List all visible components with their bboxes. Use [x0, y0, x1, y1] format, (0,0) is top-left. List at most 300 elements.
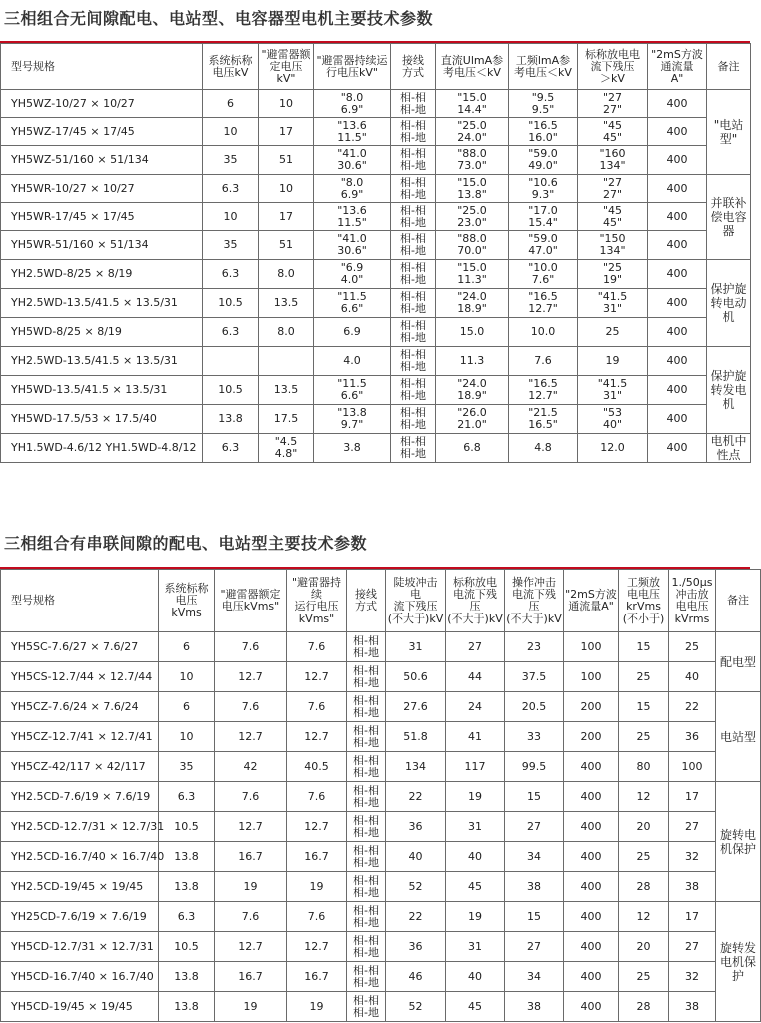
remark-cell-line: 转发电	[710, 383, 747, 397]
impulse-sparkover-cell: 32	[669, 842, 716, 872]
connection-cell-line: 相-相	[353, 693, 379, 707]
connection-cell-line: 相-相	[353, 813, 379, 827]
system-voltage-cell: 6.3	[159, 782, 215, 812]
system-voltage-cell: 13.8	[159, 872, 215, 902]
pf-sparkover-cell: 12	[619, 782, 669, 812]
system-voltage-cell: 35	[159, 752, 215, 782]
residual-voltage-cell	[578, 146, 648, 175]
nominal-residual-cell: 31	[446, 932, 505, 962]
connection-cell-line: 相-地	[353, 795, 379, 809]
t2-header-nominal-residual-line: (不大于)kV	[447, 611, 503, 625]
remark-cell-line: 转电动	[710, 296, 747, 310]
pf-ref-voltage-cell-line: "59.0	[528, 147, 558, 160]
rated-voltage-cell: 19	[215, 992, 287, 1022]
steep-residual-cell: 22	[386, 782, 446, 812]
mcov-cell	[314, 434, 391, 463]
rated-voltage-cell: 17.5	[259, 405, 314, 434]
table-row	[1, 992, 761, 1022]
switching-residual-cell: 99.5	[505, 752, 564, 782]
system-voltage-cell: 35	[203, 146, 259, 175]
t2-header-system-voltage-line: 系统标称	[164, 581, 209, 595]
residual-voltage-cell	[578, 260, 648, 289]
rated-voltage-cell: 8.0	[259, 260, 314, 289]
nominal-residual-cell: 45	[446, 872, 505, 902]
t2-header-switching-residual-line: 操作冲击	[512, 575, 556, 589]
dc-ref-voltage-cell-line: "25.0	[457, 203, 487, 217]
connection-cell-line: 相-地	[400, 159, 426, 172]
model-cell: YH5WD-17.5/53 × 17.5/40	[1, 405, 203, 434]
model-cell: YH5CZ-7.6/24 × 7.6/24	[1, 692, 159, 722]
connection-cell	[391, 347, 436, 376]
t2-header-pf-sparkover-line: (不小于)	[622, 611, 665, 625]
system-voltage-cell: 6.3	[203, 318, 259, 347]
t1-header-mcov-line: "避雷器持续运	[316, 53, 388, 67]
connection-cell	[391, 203, 436, 231]
square-wave-cell: 200	[564, 722, 619, 752]
table-row	[1, 175, 751, 203]
square-wave-cell: 400	[648, 376, 707, 405]
mcov-cell	[314, 260, 391, 289]
table1-header-row	[1, 44, 751, 90]
switching-residual-cell: 38	[505, 992, 564, 1022]
impulse-sparkover-cell: 17	[669, 902, 716, 932]
model-cell: YH2.5WD-13.5/41.5 × 13.5/31	[1, 347, 203, 376]
model-cell: YH5WZ-10/27 × 10/27	[1, 90, 203, 118]
table-row	[1, 752, 761, 782]
switching-residual-cell: 20.5	[505, 692, 564, 722]
connection-cell	[347, 662, 386, 692]
t2-header-nominal-residual-line: 压	[469, 599, 481, 613]
dc-ref-voltage-cell	[436, 146, 509, 175]
square-wave-cell: 200	[564, 692, 619, 722]
pf-ref-voltage-cell	[509, 175, 578, 203]
impulse-sparkover-cell: 40	[669, 662, 716, 692]
mcov-cell-line: 11.5"	[337, 130, 367, 144]
t2-header-system-voltage	[159, 570, 215, 632]
connection-cell	[391, 405, 436, 434]
impulse-sparkover-cell: 36	[669, 722, 716, 752]
mcov-cell	[314, 146, 391, 175]
connection-cell	[347, 842, 386, 872]
table-row	[1, 90, 751, 118]
mcov-cell-line: "8.0	[340, 90, 364, 104]
dc-ref-voltage-cell	[436, 90, 509, 118]
connection-cell-line: 相-地	[400, 418, 426, 431]
steep-residual-cell: 22	[386, 902, 446, 932]
t2-header-remarks	[716, 570, 761, 632]
pf-ref-voltage-cell-line: 9.5"	[531, 102, 555, 116]
connection-cell-line: 相-相	[400, 118, 426, 132]
connection-cell	[391, 289, 436, 318]
remark-cell-line: 保护旋	[710, 282, 747, 296]
mcov-cell-line: "41.0	[337, 147, 367, 160]
connection-cell-line: 相-相	[353, 843, 379, 857]
dc-ref-voltage-cell	[436, 376, 509, 405]
table-row	[1, 632, 761, 662]
table-row	[1, 347, 751, 376]
table-row	[1, 318, 751, 347]
dc-ref-voltage-cell-line: 70.0"	[457, 244, 487, 257]
pf-sparkover-cell: 15	[619, 632, 669, 662]
table-row	[1, 434, 751, 463]
model-cell: YH2.5WD-8/25 × 8/19	[1, 260, 203, 289]
switching-residual-cell: 37.5	[505, 662, 564, 692]
t1-header-model	[1, 44, 203, 90]
table-row	[1, 662, 761, 692]
table-row	[1, 782, 761, 812]
t2-header-pf-sparkover-line: 电电压	[627, 587, 660, 601]
connection-cell	[347, 632, 386, 662]
model-cell: YH2.5CD-16.7/40 × 16.7/40	[1, 842, 159, 872]
residual-voltage-cell	[578, 289, 648, 318]
nominal-residual-cell: 117	[446, 752, 505, 782]
residual-voltage-cell-line: 45"	[602, 130, 623, 144]
square-wave-cell: 400	[648, 289, 707, 318]
mcov-cell-line: 4.0	[343, 354, 361, 367]
t1-header-dc-ref-voltage-line: 直流UlmA参	[440, 53, 504, 67]
residual-voltage-cell-line: 134"	[599, 159, 626, 172]
connection-cell-line: 相-相	[400, 435, 426, 448]
system-voltage-cell: 13.8	[203, 405, 259, 434]
residual-voltage-cell-line: 19	[605, 354, 620, 367]
square-wave-cell: 400	[564, 782, 619, 812]
residual-voltage-cell	[578, 118, 648, 146]
table-row	[1, 376, 751, 405]
pf-sparkover-cell: 20	[619, 812, 669, 842]
connection-cell-line: 相-地	[353, 765, 379, 779]
square-wave-cell: 400	[648, 318, 707, 347]
mcov-cell-line: "13.8	[337, 406, 367, 419]
nominal-residual-cell: 31	[446, 812, 505, 842]
rated-voltage-cell: 7.6	[215, 632, 287, 662]
system-voltage-cell: 6.3	[159, 902, 215, 932]
table2-main-parameters-series-gap	[0, 569, 761, 1022]
t2-header-nominal-residual-line: 电流下残	[453, 587, 497, 601]
t2-header-steep-residual-line: (不大于)kV	[387, 611, 444, 625]
system-voltage-cell: 10	[159, 722, 215, 752]
rated-voltage-cell: 8.0	[259, 318, 314, 347]
mcov-cell: 19	[287, 872, 347, 902]
t2-header-mcov-line: kVms"	[298, 611, 335, 625]
pf-ref-voltage-cell	[509, 90, 578, 118]
t2-header-square-wave-line: 通流量A"	[568, 599, 614, 613]
system-voltage-cell: 10.5	[203, 376, 259, 405]
remark-cell	[716, 782, 761, 902]
connection-cell-line: 相-相	[400, 290, 426, 303]
connection-cell-line: 相-地	[353, 705, 379, 719]
model-cell: YH5WD-13.5/41.5 × 13.5/31	[1, 376, 203, 405]
table-row	[1, 146, 751, 175]
mcov-cell-line: 6.9	[343, 325, 361, 338]
dc-ref-voltage-cell	[436, 260, 509, 289]
t2-header-square-wave-line: "2mS方波	[565, 587, 617, 601]
pf-ref-voltage-cell-line: "17.0	[528, 203, 558, 217]
rated-voltage-cell	[259, 347, 314, 376]
switching-residual-cell: 27	[505, 812, 564, 842]
t1-header-pf-ref-voltage	[509, 44, 578, 90]
mcov-cell-line: "13.6	[337, 203, 367, 217]
residual-voltage-cell-line: 19"	[602, 273, 623, 286]
pf-ref-voltage-cell-line: 12.7"	[528, 389, 558, 402]
system-voltage-cell: 10	[203, 118, 259, 146]
rated-voltage-cell: 13.5	[259, 289, 314, 318]
pf-ref-voltage-cell	[509, 347, 578, 376]
connection-cell	[391, 175, 436, 203]
model-cell: YH5CZ-12.7/41 × 12.7/41	[1, 722, 159, 752]
mcov-cell-line: "11.5	[337, 377, 367, 390]
rated-voltage-cell: 10	[259, 175, 314, 203]
dc-ref-voltage-cell-line: 23.0"	[457, 215, 487, 229]
residual-voltage-cell	[578, 405, 648, 434]
nominal-residual-cell: 40	[446, 962, 505, 992]
connection-cell-line: 相-地	[353, 855, 379, 869]
switching-residual-cell: 33	[505, 722, 564, 752]
pf-ref-voltage-cell-line: 49.0"	[528, 159, 558, 172]
t2-header-switching-residual	[505, 570, 564, 632]
nominal-residual-cell: 41	[446, 722, 505, 752]
mcov-cell-line: 6.9"	[340, 102, 364, 116]
square-wave-cell: 400	[648, 146, 707, 175]
t2-header-switching-residual-line: 电流下残	[512, 587, 556, 601]
t2-header-mcov-line: "避雷器持	[291, 575, 342, 589]
connection-cell-line: 相-地	[353, 825, 379, 839]
model-cell: YH5CD-16.7/40 × 16.7/40	[1, 962, 159, 992]
t1-header-mcov-line: 行电压kV"	[326, 65, 378, 79]
connection-cell-line: 相-相	[353, 993, 379, 1007]
remark-cell-line: 电机保	[719, 954, 756, 969]
pf-ref-voltage-cell-line: 16.0"	[528, 130, 558, 144]
pf-ref-voltage-cell-line: 16.5"	[528, 418, 558, 431]
mcov-cell-line: 6.6"	[340, 302, 364, 315]
remark-cell-line: 电站型	[719, 729, 756, 744]
impulse-sparkover-cell: 27	[669, 812, 716, 842]
mcov-cell-line: 30.6"	[337, 159, 367, 172]
square-wave-cell: 400	[564, 902, 619, 932]
dc-ref-voltage-cell	[436, 318, 509, 347]
table2-title: 三相组合有串联间隙的配电、电站型主要技术参数	[4, 534, 368, 553]
residual-voltage-cell-line: "45	[602, 203, 623, 217]
rated-voltage-cell-line: "4.5	[274, 435, 298, 448]
dc-ref-voltage-cell-line: 18.9"	[457, 389, 487, 402]
system-voltage-cell: 10.5	[159, 932, 215, 962]
rated-voltage-cell: 42	[215, 752, 287, 782]
model-cell: YH5CD-12.7/31 × 12.7/31	[1, 932, 159, 962]
dc-ref-voltage-cell-line: 14.4"	[457, 102, 487, 116]
connection-cell-line: 相-地	[400, 187, 426, 201]
t1-header-residual-voltage	[578, 44, 648, 90]
t2-header-nominal-residual	[446, 570, 505, 632]
model-cell: YH1.5WD-4.6/12 YH1.5WD-4.8/12	[1, 434, 203, 463]
pf-sparkover-cell: 12	[619, 902, 669, 932]
model-cell: YH5WR-10/27 × 10/27	[1, 175, 203, 203]
t1-header-mcov	[314, 44, 391, 90]
rated-voltage-cell: 12.7	[215, 722, 287, 752]
system-voltage-cell: 35	[203, 231, 259, 260]
mcov-cell-line: "11.5	[337, 290, 367, 303]
system-voltage-cell: 6.3	[203, 175, 259, 203]
mcov-cell: 19	[287, 992, 347, 1022]
steep-residual-cell: 36	[386, 932, 446, 962]
connection-cell	[391, 90, 436, 118]
pf-ref-voltage-cell	[509, 231, 578, 260]
table2-header-row	[1, 570, 761, 632]
connection-cell-line: 相-地	[400, 273, 426, 286]
remark-cell-line: "电站型"	[713, 118, 744, 146]
rated-voltage-cell: 7.6	[215, 782, 287, 812]
remark-cell-line: 护	[731, 968, 744, 983]
t2-header-impulse-sparkover-line: 冲击放	[675, 587, 709, 601]
residual-voltage-cell	[578, 175, 648, 203]
t2-header-pf-sparkover	[619, 570, 669, 632]
mcov-cell: 16.7	[287, 962, 347, 992]
t2-header-system-voltage-line: kVms	[171, 605, 202, 619]
system-voltage-cell: 10.5	[203, 289, 259, 318]
mcov-cell-line: 6.6"	[340, 389, 364, 402]
mcov-cell	[314, 118, 391, 146]
t2-header-mcov-line: 续	[311, 587, 322, 601]
mcov-cell: 12.7	[287, 932, 347, 962]
mcov-cell: 7.6	[287, 692, 347, 722]
rated-voltage-cell: 12.7	[215, 932, 287, 962]
dc-ref-voltage-cell	[436, 118, 509, 146]
pf-ref-voltage-cell-line: "16.5	[528, 377, 558, 390]
mcov-cell: 12.7	[287, 812, 347, 842]
square-wave-cell: 400	[564, 752, 619, 782]
t1-header-residual-voltage-line: 流下残压	[590, 59, 635, 73]
table-row	[1, 118, 751, 146]
impulse-sparkover-cell: 27	[669, 932, 716, 962]
t2-header-steep-residual-line: 电	[410, 587, 421, 601]
mcov-cell-line: 11.5"	[337, 215, 367, 229]
model-cell: YH5CD-19/45 × 19/45	[1, 992, 159, 1022]
impulse-sparkover-cell: 17	[669, 782, 716, 812]
connection-cell	[391, 434, 436, 463]
table-row	[1, 842, 761, 872]
residual-voltage-cell-line: "150	[599, 232, 626, 245]
switching-residual-cell: 38	[505, 872, 564, 902]
t1-header-remarks	[707, 44, 751, 90]
t2-header-remarks-line: 备注	[727, 593, 749, 607]
connection-cell	[391, 118, 436, 146]
connection-cell-line: 相-相	[400, 261, 426, 274]
pf-ref-voltage-cell-line: "10.6	[528, 175, 558, 189]
mcov-cell: 12.7	[287, 662, 347, 692]
mcov-cell-line: 4.0"	[340, 273, 364, 286]
pf-ref-voltage-cell	[509, 146, 578, 175]
t1-header-system-voltage-line: 系统标称	[208, 53, 253, 67]
remark-cell-line: 电机中	[710, 434, 747, 448]
connection-cell-line: 相-相	[353, 903, 379, 917]
t2-header-connection-line: 接线	[355, 587, 377, 601]
connection-cell	[347, 932, 386, 962]
residual-voltage-cell	[578, 434, 648, 463]
table-row	[1, 872, 761, 902]
t2-header-rated-voltage-line: "避雷器额定	[220, 587, 281, 601]
switching-residual-cell: 15	[505, 902, 564, 932]
t1-header-system-voltage-line: 电压kV	[212, 65, 249, 79]
mcov-cell	[314, 347, 391, 376]
system-voltage-cell: 6	[203, 90, 259, 118]
mcov-cell: 12.7	[287, 722, 347, 752]
connection-cell-line: 相-地	[353, 885, 379, 899]
impulse-sparkover-cell: 38	[669, 992, 716, 1022]
model-cell: YH5WZ-51/160 × 51/134	[1, 146, 203, 175]
pf-ref-voltage-cell	[509, 405, 578, 434]
steep-residual-cell: 52	[386, 872, 446, 902]
connection-cell-line: 相-地	[400, 102, 426, 116]
rated-voltage-cell: 17	[259, 118, 314, 146]
residual-voltage-cell-line: "27	[602, 175, 623, 189]
square-wave-cell: 400	[648, 90, 707, 118]
t2-header-impulse-sparkover	[669, 570, 716, 632]
square-wave-cell: 100	[564, 662, 619, 692]
connection-cell	[347, 902, 386, 932]
residual-voltage-cell-line: 45"	[602, 215, 623, 229]
connection-cell-line: 相-相	[400, 319, 426, 332]
remark-cell	[707, 175, 751, 260]
pf-ref-voltage-cell-line: 12.7"	[528, 302, 558, 315]
t1-header-dc-ref-voltage	[436, 44, 509, 90]
pf-ref-voltage-cell	[509, 434, 578, 463]
model-cell: YH2.5CD-12.7/31 × 12.7/31	[1, 812, 159, 842]
t2-header-steep-residual-line: 流下残压	[393, 599, 438, 613]
dc-ref-voltage-cell-line: 24.0"	[457, 130, 487, 144]
t2-header-rated-voltage-line: 电压kVms"	[221, 599, 280, 613]
t1-header-rated-voltage	[259, 44, 314, 90]
model-cell: YH2.5CD-19/45 × 19/45	[1, 872, 159, 902]
rated-voltage-cell	[259, 434, 314, 463]
t2-header-model-line: 型号规格	[11, 593, 55, 607]
t2-header-steep-residual	[386, 570, 446, 632]
connection-cell-line: 相-地	[400, 360, 426, 373]
square-wave-cell: 400	[564, 872, 619, 902]
remark-cell-line: 机	[722, 310, 735, 324]
dc-ref-voltage-cell-line: 18.9"	[457, 302, 487, 315]
t2-header-connection-line: 方式	[355, 599, 377, 613]
t1-header-remarks-line: 备注	[717, 59, 740, 73]
mcov-cell	[314, 90, 391, 118]
rated-voltage-cell-line: 4.8"	[274, 447, 298, 460]
steep-residual-cell: 51.8	[386, 722, 446, 752]
mcov-cell	[314, 318, 391, 347]
residual-voltage-cell-line: 40"	[602, 418, 623, 431]
rated-voltage-cell: 19	[215, 872, 287, 902]
t1-header-square-wave-line: A"	[670, 71, 684, 85]
dc-ref-voltage-cell-line: "26.0	[457, 406, 487, 419]
remark-cell	[707, 260, 751, 347]
t1-header-square-wave	[648, 44, 707, 90]
residual-voltage-cell-line: "160	[599, 147, 626, 160]
table-row	[1, 902, 761, 932]
connection-cell-line: 相-相	[353, 633, 379, 647]
mcov-cell-line: "6.9	[340, 261, 364, 274]
dc-ref-voltage-cell-line: 21.0"	[457, 418, 487, 431]
t2-header-mcov-line: 运行电压	[294, 599, 339, 613]
dc-ref-voltage-cell-line: 13.8"	[457, 187, 487, 201]
t2-header-connection	[347, 570, 386, 632]
connection-cell-line: 相-地	[353, 915, 379, 929]
steep-residual-cell: 46	[386, 962, 446, 992]
dc-ref-voltage-cell	[436, 347, 509, 376]
rated-voltage-cell: 12.7	[215, 812, 287, 842]
nominal-residual-cell: 19	[446, 902, 505, 932]
pf-sparkover-cell: 25	[619, 662, 669, 692]
connection-cell	[347, 992, 386, 1022]
mcov-cell: 16.7	[287, 842, 347, 872]
t2-header-rated-voltage	[215, 570, 287, 632]
mcov-cell-line: "41.0	[337, 232, 367, 245]
connection-cell-line: 相-地	[353, 645, 379, 659]
